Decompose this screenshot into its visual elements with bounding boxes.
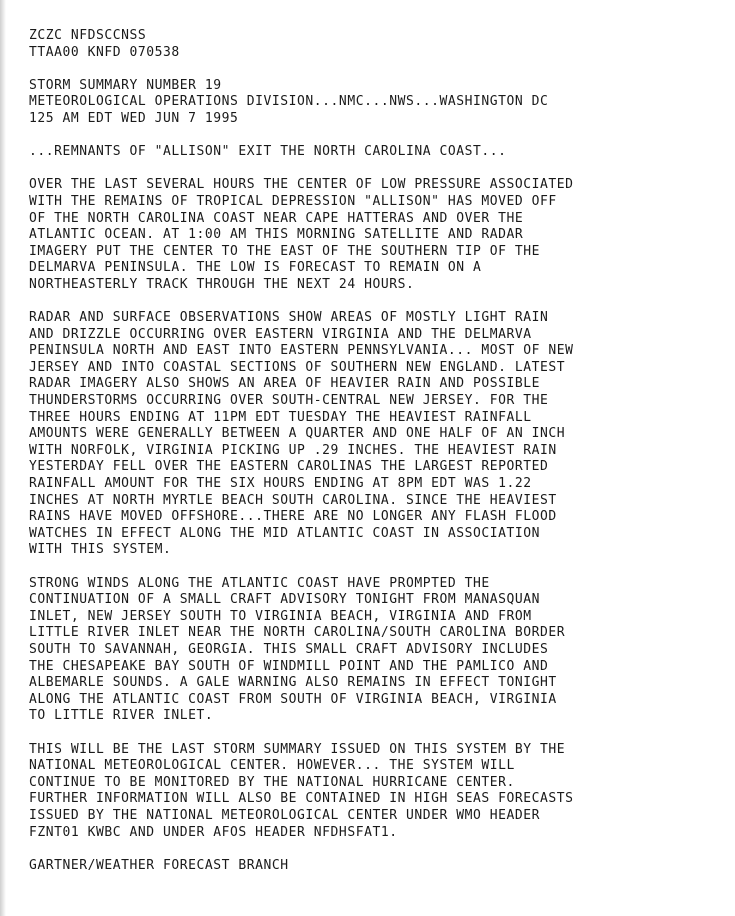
paragraph-line: LITTLE RIVER INLET NEAR THE NORTH CAROLINA/SOUTH CAROLINA BORDER: [29, 625, 566, 641]
summary-title: STORM SUMMARY NUMBER 19: [29, 77, 222, 93]
header-line-1: ZCZC NFDSCCNSS: [29, 28, 147, 43]
header-line-2: TTAA00 KNFD 070538: [29, 44, 180, 60]
paragraph-line: INLET, NEW JERSEY SOUTH TO VIRGINIA BEACH, VIRGINIA AND FROM: [29, 608, 532, 624]
paragraph-line: ATLANTIC OCEAN. AT 1:00 AM THIS MORNING SATELLITE AND RADAR: [29, 227, 524, 243]
summary-division: METEOROLOGICAL OPERATIONS DIVISION...NMC...NWS...WASHINGTON DC: [29, 94, 549, 110]
paragraph-1: [29, 177, 719, 293]
paragraph-line: NORTHEASTERLY TRACK THROUGH THE NEXT 24 HOURS.: [29, 276, 415, 292]
paragraph-line: CONTINUE TO BE MONITORED BY THE NATIONAL HURRICANE CENTER.: [29, 774, 515, 790]
summary-datetime: 125 AM EDT WED JUN 7 1995: [29, 110, 239, 126]
paragraph-line: THE CHESAPEAKE BAY SOUTH OF WINDMILL POINT AND THE PAMLICO AND: [29, 658, 549, 674]
paragraph-line: OF THE NORTH CAROLINA COAST NEAR CAPE HATTERAS AND OVER THE: [29, 210, 524, 226]
paragraph-2: [29, 310, 719, 559]
paragraph-4: [29, 742, 719, 842]
paragraph-line: PENINSULA NORTH AND EAST INTO EASTERN PENNSYLVANIA... MOST OF NEW: [29, 343, 574, 359]
paragraph-line: FURTHER INFORMATION WILL ALSO BE CONTAINED IN HIGH SEAS FORECASTS: [29, 791, 574, 807]
paragraph-line: THIS WILL BE THE LAST STORM SUMMARY ISSUED ON THIS SYSTEM BY THE: [29, 741, 566, 757]
paragraph-line: NATIONAL METEOROLOGICAL CENTER. HOWEVER... THE SYSTEM WILL: [29, 758, 515, 774]
paragraph-3: [29, 576, 719, 725]
paragraph-line: THREE HOURS ENDING AT 11PM EDT TUESDAY THE HEAVIEST RAINFALL: [29, 409, 532, 425]
paragraph-line: SOUTH TO SAVANNAH, GEORGIA. THIS SMALL CRAFT ADVISORY INCLUDES: [29, 641, 549, 657]
paragraph-line: RADAR IMAGERY ALSO SHOWS AN AREA OF HEAVIER RAIN AND POSSIBLE: [29, 376, 540, 392]
paragraph-line: STRONG WINDS ALONG THE ATLANTIC COAST HAVE PROMPTED THE: [29, 575, 490, 591]
paragraph-line: INCHES AT NORTH MYRTLE BEACH SOUTH CAROLINA. SINCE THE HEAVIEST: [29, 492, 557, 508]
scan-edge-shadow: [0, 0, 6, 916]
paragraph-line: FZNT01 KWBC AND UNDER AFOS HEADER NFDHSFAT1.: [29, 824, 398, 840]
paragraph-line: ISSUED BY THE NATIONAL METEOROLOGICAL CENTER UNDER WMO HEADER: [29, 807, 540, 823]
paragraph-line: AMOUNTS WERE GENERALLY BETWEEN A QUARTER AND ONE HALF OF AN INCH: [29, 426, 566, 442]
paragraph-line: WITH NORFOLK, VIRGINIA PICKING UP .29 INCHES. THE HEAVIEST RAIN: [29, 442, 557, 458]
paragraph-line: WITH THE REMAINS OF TROPICAL DEPRESSION "ALLISON" HAS MOVED OFF: [29, 193, 557, 209]
headline: ...REMNANTS OF "ALLISON" EXIT THE NORTH CAROLINA COAST...: [29, 144, 507, 160]
paragraph-line: TO LITTLE RIVER INLET.: [29, 708, 214, 724]
paragraph-line: ALONG THE ATLANTIC COAST FROM SOUTH OF VIRGINIA BEACH, VIRGINIA: [29, 691, 557, 707]
paragraph-line: ALBEMARLE SOUNDS. A GALE WARNING ALSO REMAINS IN EFFECT TONIGHT: [29, 675, 557, 691]
signature: GARTNER/WEATHER FORECAST BRANCH: [29, 857, 289, 873]
paragraph-line: THUNDERSTORMS OCCURRING OVER SOUTH-CENTRAL NEW JERSEY. FOR THE: [29, 393, 549, 409]
paragraph-line: DELMARVA PENINSULA. THE LOW IS FORECAST TO REMAIN ON A: [29, 260, 482, 276]
paragraph-line: RAINS HAVE MOVED OFFSHORE...THERE ARE NO LONGER ANY FLASH FLOOD: [29, 509, 557, 525]
paragraph-line: JERSEY AND INTO COASTAL SECTIONS OF SOUTHERN NEW ENGLAND. LATEST: [29, 359, 566, 375]
paragraph-line: WATCHES IN EFFECT ALONG THE MID ATLANTIC COAST IN ASSOCIATION: [29, 525, 540, 541]
paragraph-line: OVER THE LAST SEVERAL HOURS THE CENTER OF LOW PRESSURE ASSOCIATED: [29, 177, 574, 193]
paragraph-line: IMAGERY PUT THE CENTER TO THE EAST OF THE SOUTHERN TIP OF THE: [29, 243, 540, 259]
paragraph-line: YESTERDAY FELL OVER THE EASTERN CAROLINAS THE LARGEST REPORTED: [29, 459, 549, 475]
paragraph-line: RADAR AND SURFACE OBSERVATIONS SHOW AREAS OF MOSTLY LIGHT RAIN: [29, 310, 549, 326]
paragraph-line: RAINFALL AMOUNT FOR THE SIX HOURS ENDING AT 8PM EDT WAS 1.22: [29, 476, 532, 492]
paragraph-line: CONTINUATION OF A SMALL CRAFT ADVISORY TONIGHT FROM MANASQUAN: [29, 592, 540, 608]
paragraph-line: WITH THIS SYSTEM.: [29, 542, 172, 558]
paragraph-line: AND DRIZZLE OCCURRING OVER EASTERN VIRGINIA AND THE DELMARVA: [29, 326, 532, 342]
storm-summary-bulletin: [29, 28, 719, 874]
